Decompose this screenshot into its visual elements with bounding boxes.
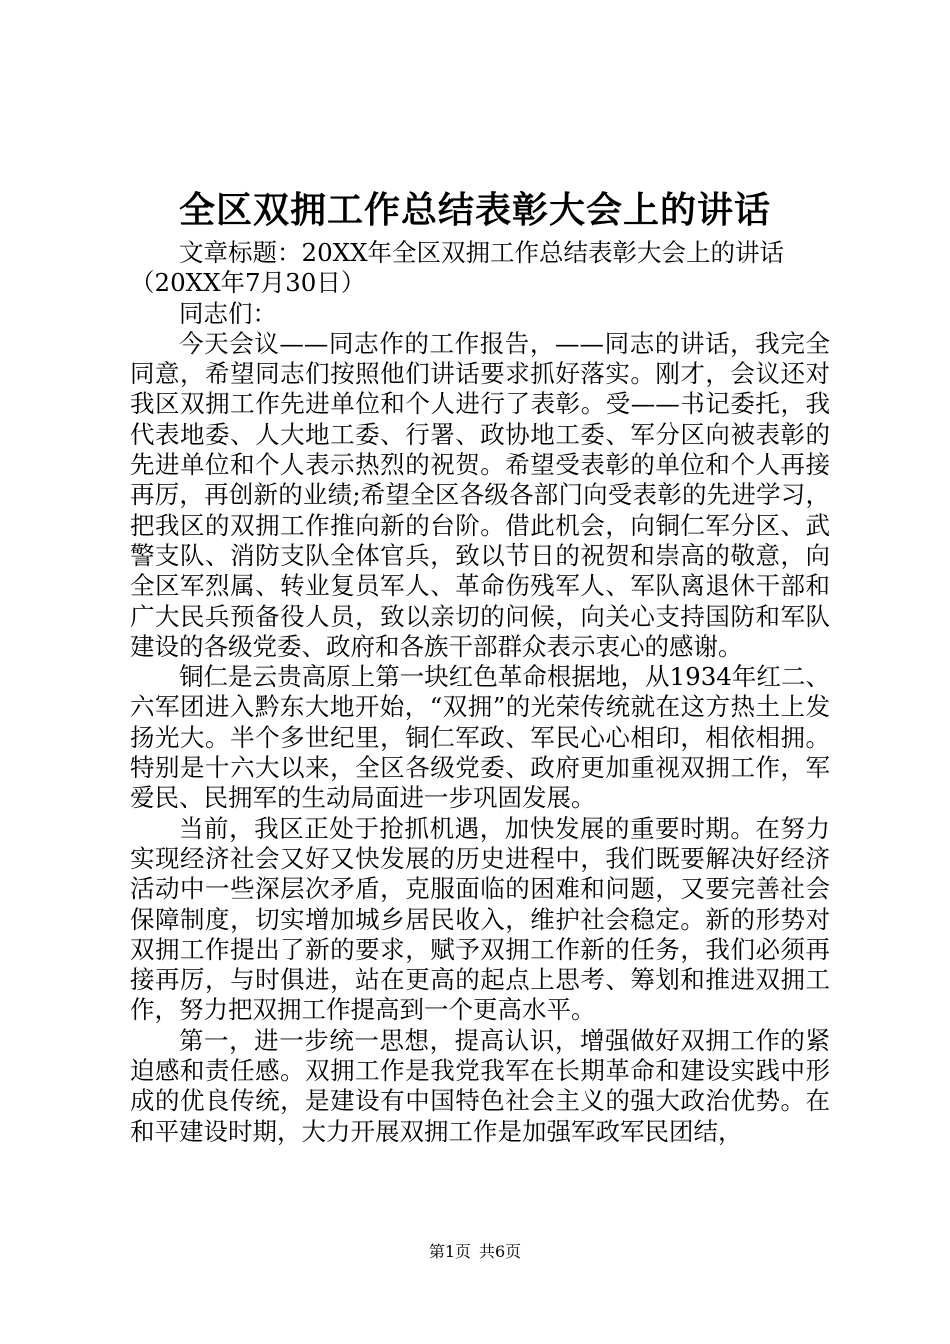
article-title-line: 文章标题：20XX年全区双拥工作总结表彰大会上的讲话: [179, 238, 785, 267]
paragraph: 当前，我区正处于抢抓机遇，加快发展的重要时期。在努力实现经济社会又好又快发展的历史进程中，我们既要解决好经济活动中一些深层次矛盾，克服面临的困难和问题，又要完善社会保障制度，切实增加城乡居民收入，维护社会稳定。新的形势对双拥工作提出了新的要求，赋予双拥工作新的任务，我们必须再接再厉，与时俱进，站在更高的起点上思考、筹划和推进双拥工作，努力把双拥工作提高到一个更高水平。: [130, 813, 830, 1025]
paragraph: 第一，进一步统一思想，提高认识，增强做好双拥工作的紧迫感和责任感。双拥工作是我党我军在长期革命和建设实践中形成的优良传统，是建设有中国特色社会主义的强大政治优势。在和平建设时期，大力开展双拥工作是加强军政军民团结，: [130, 1025, 830, 1146]
document-body: [130, 238, 830, 1147]
page-footer: [0, 1241, 950, 1263]
page-number: 第1页: [428, 1242, 471, 1261]
document-title: 全区双拥工作总结表彰大会上的讲话: [178, 189, 771, 231]
page-total: 共6页: [479, 1242, 522, 1261]
date-line: （20XX年7月30日）: [130, 268, 366, 298]
paragraph: 铜仁是云贵高原上第一块红色革命根据地，从1934年红二、六军团进入黔东大地开始，“双拥”的光荣传统就在这方热土上发扬光大。半个多世纪里，铜仁军政、军民心心相印，相依相拥。特别是十六大以来，全区各级党委、政府更加重视双拥工作，军爱民、民拥军的生动局面进一步巩固发展。: [130, 662, 830, 813]
paragraph: 今天会议——同志作的工作报告，——同志的讲话，我完全同意，希望同志们按照他们讲话要求抓好落实。刚才，会议还对我区双拥工作先进单位和个人进行了表彰。受——书记委托，我代表地委、人大地工委、行署、政协地工委、军分区向被表彰的先进单位和个人表示热烈的祝贺。希望受表彰的单位和个人再接再厉，再创新的业绩;希望全区各级各部门向受表彰的先进学习，把我区的双拥工作推向新的台阶。借此机会，向铜仁军分区、武警支队、消防支队全体官兵，致以节日的祝贺和崇高的敬意，向全区军烈属、转业复员军人、革命伤残军人、军队离退休干部和广大民兵预备役人员，致以亲切的问候，向关心支持国防和军队建设的各级党委、政府和各族干部群众表示衷心的感谢。: [130, 328, 830, 661]
salutation: 同志们：: [179, 298, 277, 328]
